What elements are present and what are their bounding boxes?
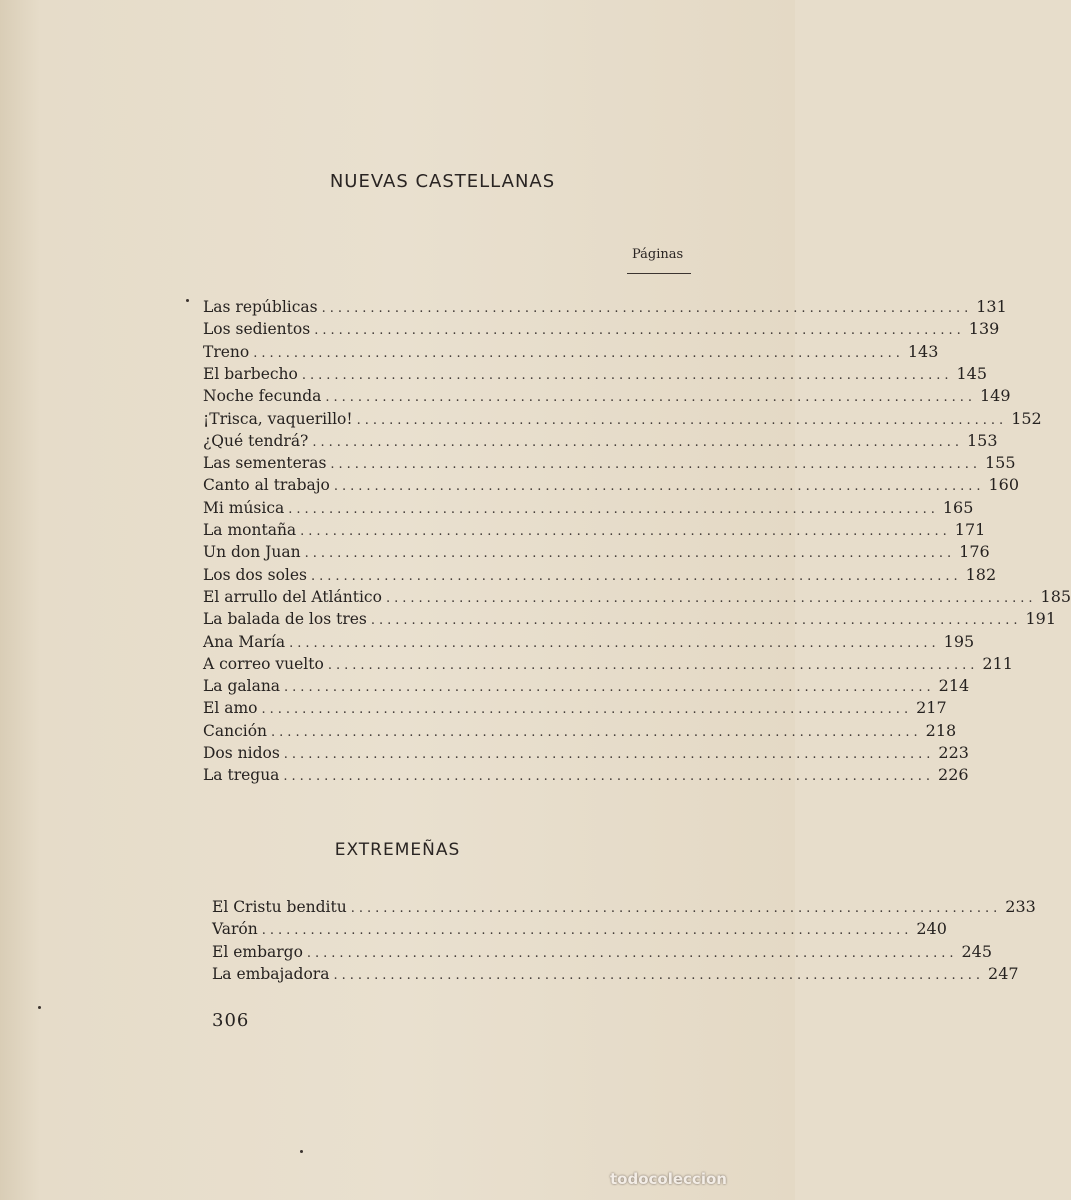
- toc-entry-page: 240: [916, 919, 947, 939]
- dot-leader: ................................................................................: [271, 724, 922, 740]
- toc-entry-title: La tregua: [203, 766, 280, 785]
- toc-entry-page: 165: [942, 497, 974, 517]
- dot-leader: ................................................................................: [350, 901, 1002, 916]
- toc-entry-page: 149: [979, 386, 1011, 406]
- toc-entry: [203, 408, 1042, 431]
- toc-entry-page: 171: [954, 520, 986, 539]
- ink-speck: [300, 1150, 303, 1153]
- toc-entry: [203, 453, 1016, 475]
- dot-leader: ................................................................................: [283, 769, 935, 785]
- toc-entry: [203, 542, 990, 564]
- toc-entry-title: A correo vuelto: [203, 654, 324, 673]
- dot-leader: ................................................................................: [283, 747, 935, 762]
- toc-entry-page: 152: [1011, 408, 1042, 428]
- toc-entry-title: Canción: [203, 721, 268, 740]
- toc-entry: [212, 963, 1019, 986]
- toc-entry-page: 247: [988, 963, 1019, 983]
- dot-leader: ................................................................................: [314, 323, 965, 339]
- toc-entry: [203, 653, 1013, 676]
- toc-entry-title: La montaña: [203, 521, 297, 539]
- dot-leader: ................................................................................: [300, 524, 951, 539]
- dot-leader: ................................................................................: [333, 967, 985, 983]
- toc-entry-title: Los sedientos: [203, 320, 311, 339]
- page-number: 306: [212, 1010, 250, 1031]
- toc-entry-page: 214: [938, 676, 970, 696]
- toc-entry-title: Ana María: [203, 632, 286, 651]
- toc-entry: [203, 720, 957, 743]
- dot-leader: ................................................................................: [385, 590, 1037, 606]
- toc-entry: [203, 475, 1020, 497]
- toc-entry-title: ¡Trisca, vaquerillo!: [203, 409, 353, 428]
- toc-entry: [203, 497, 974, 520]
- toc-entry-page: 145: [956, 363, 988, 383]
- toc-entry-title: El embargo: [212, 942, 303, 961]
- toc-entry: [203, 564, 997, 587]
- toc-entry-page: 217: [916, 698, 947, 718]
- toc-entry-title: ¿Qué tendrá?: [203, 431, 309, 450]
- toc-entry: [203, 609, 1057, 631]
- toc-entry-page: 245: [961, 941, 993, 961]
- dot-leader: ................................................................................: [327, 657, 979, 673]
- dot-leader: ................................................................................: [325, 390, 976, 406]
- dot-leader: ................................................................................: [304, 546, 956, 562]
- toc-entry: [212, 919, 947, 941]
- toc-entry: [203, 341, 939, 364]
- toc-entry-title: Treno: [203, 342, 250, 361]
- toc-entry-title: Canto al trabajo: [203, 476, 330, 495]
- toc-entry: [203, 386, 1011, 408]
- toc-entry-page: 226: [938, 765, 969, 785]
- toc-entry-page: 153: [966, 430, 998, 450]
- toc-entry-page: 131: [976, 297, 1007, 316]
- toc-entry-page: 211: [982, 653, 1013, 673]
- section-title-nuevas-castellanas: NUEVAS CASTELLANAS: [329, 171, 556, 192]
- header-rule: [627, 273, 691, 274]
- toc-entry: [203, 363, 988, 386]
- toc-entry-title: El arrullo del Atlántico: [203, 587, 382, 606]
- toc-entry: [203, 676, 970, 698]
- toc-entry: [203, 430, 998, 453]
- toc-entry: [203, 319, 1000, 341]
- toc-entry: [203, 631, 975, 654]
- toc-entry-title: Varón: [212, 920, 258, 939]
- dot-leader: ................................................................................: [289, 635, 940, 651]
- dot-leader: ................................................................................: [321, 301, 973, 316]
- toc-entry-title: El Cristu benditu: [212, 898, 347, 916]
- toc-entry-title: Dos nidos: [203, 744, 280, 762]
- toc-entry-title: El amo: [203, 699, 258, 718]
- toc-entry-page: 185: [1040, 586, 1071, 606]
- toc-entry-page: 139: [968, 319, 1000, 339]
- dot-leader: ................................................................................: [288, 501, 939, 517]
- dot-leader: ................................................................................: [284, 680, 935, 696]
- toc-entry-page: 195: [943, 631, 975, 651]
- section-title-extremenas: EXTREMEÑAS: [334, 840, 461, 860]
- dot-leader: ................................................................................: [253, 345, 904, 361]
- toc-entry-page: 223: [938, 743, 969, 762]
- toc-entry-title: Los dos soles: [203, 565, 308, 584]
- dot-leader: ................................................................................: [312, 434, 963, 450]
- toc-entry: [212, 941, 993, 964]
- dot-leader: ................................................................................: [306, 945, 958, 961]
- toc-entry: [203, 297, 1007, 319]
- dot-leader: ................................................................................: [330, 457, 981, 473]
- dot-leader: ................................................................................: [370, 613, 1022, 629]
- toc-entry-title: La galana: [203, 677, 281, 696]
- toc-entry-title: La balada de los tres: [203, 610, 367, 629]
- toc-entry-title: Noche fecunda: [203, 387, 322, 406]
- toc-entry-page: 182: [965, 564, 997, 584]
- toc-entry-page: 218: [925, 720, 957, 740]
- ink-speck: [186, 299, 189, 302]
- toc-entry-title: Las repúblicas: [203, 298, 318, 316]
- toc-entry: [203, 698, 947, 720]
- toc-entry-page: 160: [988, 475, 1020, 495]
- column-header-paginas: Páginas: [632, 247, 684, 262]
- dot-leader: ................................................................................: [356, 412, 1008, 428]
- toc-entry: [203, 586, 1071, 609]
- toc-entry-page: 155: [985, 453, 1016, 473]
- toc-entry-page: 191: [1025, 609, 1057, 629]
- toc-entry: [203, 743, 969, 765]
- ink-speck: [38, 1006, 41, 1009]
- watermark-logo: todocoleccion: [610, 1170, 727, 1188]
- dot-leader: ................................................................................: [261, 923, 913, 939]
- dot-leader: ................................................................................: [311, 568, 962, 584]
- toc-entry: [212, 897, 1036, 919]
- toc-entry-title: Mi música: [203, 498, 285, 517]
- dot-leader: ................................................................................: [333, 479, 985, 495]
- toc-entry-page: 143: [907, 341, 939, 361]
- toc-entry-title: El barbecho: [203, 364, 298, 383]
- toc-entry-page: 176: [959, 542, 990, 562]
- toc-entry: [203, 765, 969, 787]
- toc-entry-title: La embajadora: [212, 964, 330, 983]
- dot-leader: ................................................................................: [301, 367, 953, 383]
- toc-entry: [203, 520, 986, 542]
- toc-entry-title: Las sementeras: [203, 454, 327, 473]
- toc-entry-page: 233: [1005, 897, 1036, 916]
- dot-leader: ................................................................................: [261, 702, 913, 718]
- toc-entry-title: Un don Juan: [203, 543, 301, 562]
